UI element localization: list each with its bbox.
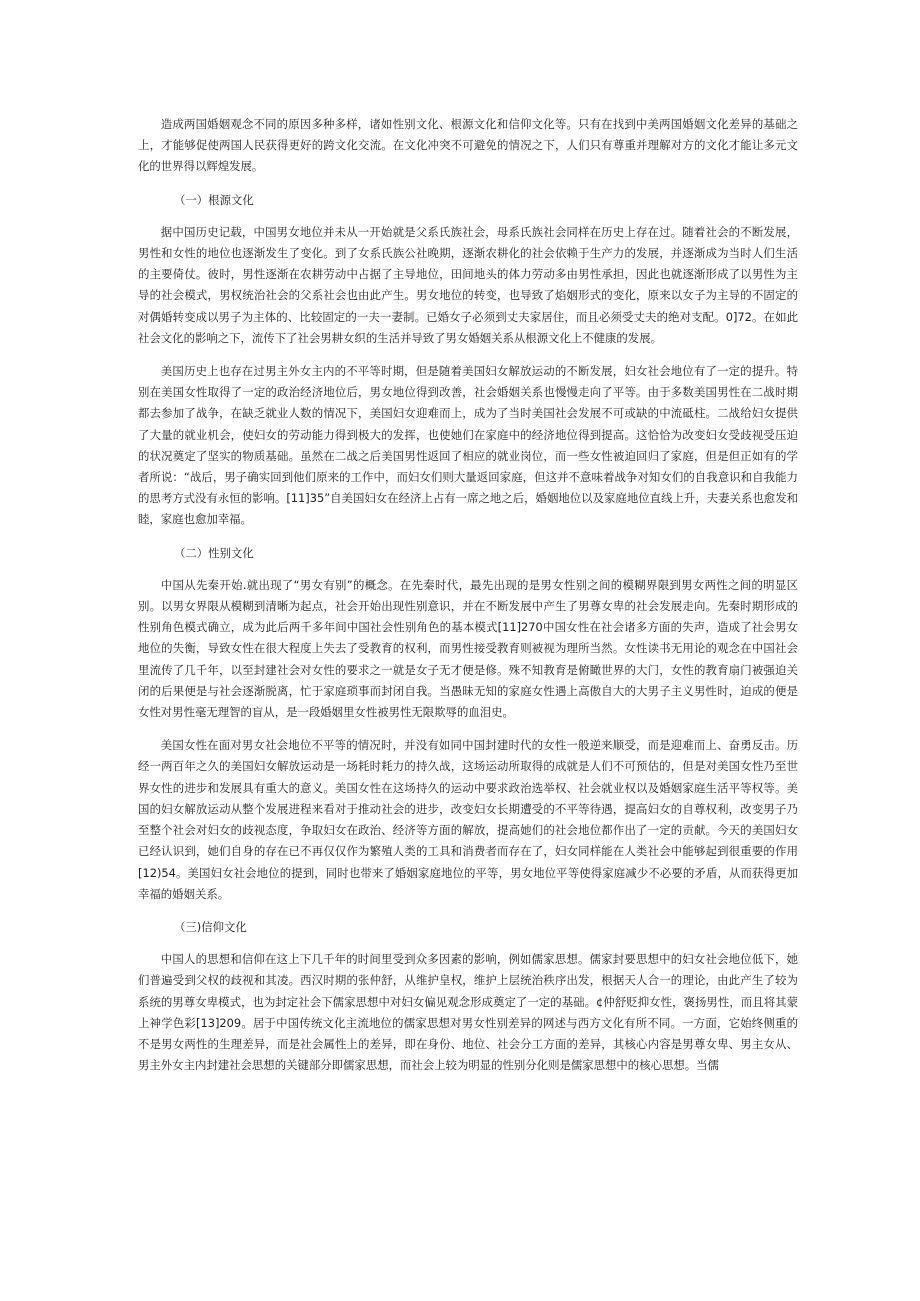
paragraph-us-root-culture: 美国历史上也存在过男主外女主内的不平等时期，但是随着美国妇女解放运动的不断发展，妇女社会地位有了一定的提升。特别在美国女性取得了一定的政治经济地位后，男女地位得到改善，社会婚姻关系也慢慢走向了平等。由于多数美国男性在二战时期都去参加了战争，在缺乏就业人数的情况下，美国妇女迎难而上，成为了当时美国社会发展不可或缺的中流砥柱。二战给妇女提供了大量的就业机会，使妇女的劳动能力得到极大的发挥，也使她们在家庭中的经济地位得到提高。这恰恰为改变妇女受歧视受压迫的状况奠定了坚实的物质基础。虽然在二战之后美国男性返回了相应的就业岗位，而一些女性被迫回归了家庭，但是但正如有的学者所说：“战后，男子确实回到他们原来的工作中，而妇女们则大量返回家庭，但这并不意味着战争对知女们的自我意识和自我能力的思考方式没有永恒的影响。[11]35”自美国妇女在经济上占有一席之地之后，婚姻地位以及家庭地位直线上升，夫妻关系也愈发和睦，家庭也愈加幸福。 — [138, 364, 798, 527]
section-heading-belief-culture: （三)信仰文化 — [174, 919, 247, 934]
document-page — [138, 114, 798, 1076]
paragraph-china-gender-culture: 中国从先秦开始.就出现了“男女有别”的概念。在先秦时代，最先出现的是男女性别之间的模糊界限到男女两性之间的明显区别。以男女界限从模糊到清晰为起点，社会开始出现性别意识，并在不断发展中产生了男尊女卑的社会发展走向。先秦时期形成的性别角色模式确立，成为此后两千多年间中国社会性别角色的基本模式[11]270中国女性在社会诸多方面的失声，造成了社会男女地位的失衡，导致女性在很大程度上失去了受教育的权利，而男性接受教育则被视为理所当然。女性读书无用论的观念在中国社会里流传了几千年，以至封建社会对女性的要求之一就是女子无才便是修。殊不知教育是俯瞰世界的大门，女性的教育扇门被强迫关闭的后果便是与社会逐渐脱离，忙于家庭琐事而封闭自我。当愚昧无知的家庭女性遇上高傲自大的大男子主义男性时，迫成的便是女性对男性毫无理智的盲从，是一段婚姻里女性被男性无限欺辱的血泪史。 — [138, 577, 798, 720]
intro-paragraph: 造成两国婚姻观念不同的原因多种多样，诸如性别文化、根源文化和信仰文化等。只有在找到中美两国婚姻文化差异的基础之上，才能够促使两国人民获得更好的跨文化交流。在文化冲突不可避免的情况之下，人们只有尊重并理解对方的文化才能让多元文化的世界得以辉煌发展。 — [138, 117, 798, 174]
section-heading-root-culture: （一）根源文化 — [174, 192, 254, 207]
paragraph-china-belief-culture: 中国人的思想和信仰在这上下几千年的时间里受到众多因素的影响，例如儒家思想。儒家封要思想中的妇女社会地位低下，她们普遍受到父权的歧视和其凌。西汉时期的张仲舒，从维护皇权，维护上层统治秩序出发，根据天人合一的理论，由此产生了较为系统的男尊女卑模式，也为封定社会下儒家思想中对妇女偏见观念形成奠定了一定的基础。¢仲舒贬抑女性，褒扬男性，而且将其蒙上神学色彩[13]209。居于中国传统文化主流地位的儒家思想对男女性别差异的网述与西方文化有所不同。一方面，它始终侧重的不是男女两性的生理差异，而是社会属性上的差异，即在身份、地位、社会分工方面的差异，其核心内容是男尊女卑、男主女从、男主外女主内封建社会思想的关键部分即儒家思想，而社会上较为明显的性别分化则是儒家思想中的核心思想。当儒 — [138, 952, 798, 1073]
paragraph-china-root-culture: 据中国历史记载，中国男女地位并未从一开始就是父系氏族社会，母系氏族社会同样在历史上存在过。随着社会的不断发展，男性和女性的地位也逐渐发生了变化。到了女系氏族公社晚期，逐渐农耕化的社会依赖于生产力的发展，并逐渐成为当时人们生活的主要倚仗。彼时，男性逐渐在农耕劳动中占据了主导地位，田间地头的体力劳动多由男性承担，因此也就逐渐形成了以男性为主导的社会模式，男权统治社会的父系社会也由此产生。男女地位的转变，也导致了焰姻形式的变化，原来以女子为主导的不固定的对偶婚转变成以男子为主体的、比较固定的一夫一妻制。已婚女子必须到丈夫家居住，而且必须受丈夫的绝对支配。0]72。在如此社会文化的影响之下，流传下了社会男耕女织的生活并导致了男女婚姻关系从根源文化上不健康的发展。 — [138, 224, 798, 345]
section-heading-gender-culture: （二）性别文化 — [174, 545, 254, 560]
paragraph-us-gender-culture: 美国女性在面对男女社会地位不平等的情况时，并没有如同中国封建时代的女性一般逆来顺受，而是迎难而上、奋勇反击。历经一两百年之久的美国妇女解放运动是一场耗时耗力的持久战，这场运动所取得的成就是人们不可预估的，但是对美国女性乃至世界女性的进步和发展具有重大的意义。美国女性在这场持久的运动中要求政治选举权、社会就业权以及婚姻家庭生活平等权等。美国的妇女解放运动从整个发展进程来看对于推动社会的进步，改变妇女长期遭受的不平等待遇，提高妇女的自尊权利，改变男子乃至整个社会对妇女的歧视态度，争取妇女在政治、经济等方面的解放，提高她们的社会地位都作出了一定的贡献。今天的美国妇女已经认识到，她们自身的存在已不再仅仅作为繁殖人类的工具和消费者而存在了，妇女同样能在人类社会中能够起到很重要的作用[12)54。美国妇女社会地位的提到，同时也带来了婚姻家庭地位的平等，男女地位平等使得家庭减少不必要的矛盾，从而获得更加幸福的婚姻关系。 — [138, 738, 798, 901]
